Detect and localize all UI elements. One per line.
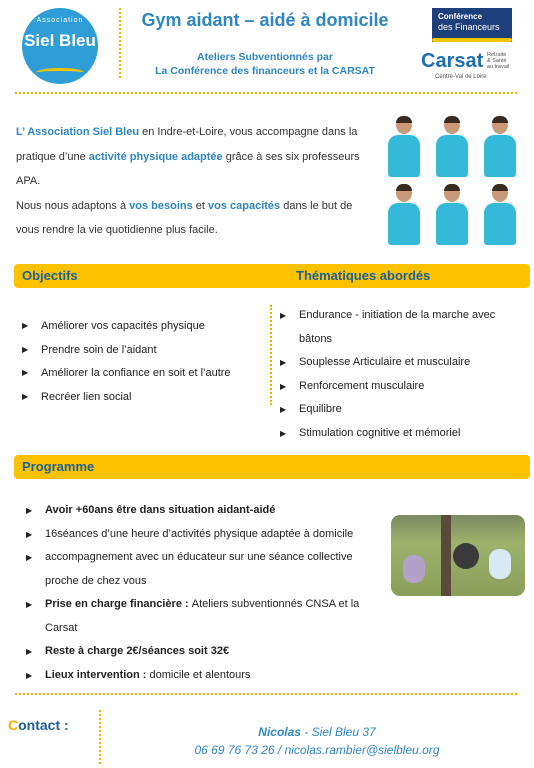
intro-org-name: L’ Association Siel Bleu xyxy=(16,126,140,138)
list-item xyxy=(26,664,382,688)
programme-heading: Programme xyxy=(22,459,95,474)
list-item: ▶ Equilibre xyxy=(280,398,520,422)
programme-item-6-value: domicile et alentours xyxy=(149,668,251,681)
footer-separator xyxy=(15,693,517,695)
footer-divider xyxy=(99,710,101,764)
conference-financeurs-logo xyxy=(432,8,512,42)
intro-text-1b: grâce à ses six professeurs APA. xyxy=(16,150,360,187)
programme-item-6-label: Lieux intervention : xyxy=(45,668,150,681)
list-item: ▶ Prendre soin de l’aidant xyxy=(22,341,272,365)
objectifs-thematiques-bar xyxy=(14,264,530,288)
carsat-region: Centre-Val de Loire xyxy=(435,74,487,80)
team-member-photo xyxy=(434,116,470,178)
column-divider xyxy=(270,305,272,405)
carsat-tagline-2: & Santé xyxy=(487,58,507,64)
intro-needs-highlight: vos besoins xyxy=(129,199,193,212)
list-item: ▶ Souplesse Articulaire et musculaire xyxy=(280,351,520,375)
intro-text-1a: en Indre-et-Loire, vous accompagne dans la pratique d’une xyxy=(16,126,358,163)
list-item: ▶ Renforcement musculaire xyxy=(280,375,520,399)
programme-item-5: Reste à charge 2€/séances soit 32€ xyxy=(45,645,230,657)
programme-item-2: 16séances d’une heure d’activités physique adaptée à domicile xyxy=(45,527,354,540)
team-member-photo xyxy=(386,116,422,178)
programme-item-4-value: Ateliers subventionnés CNSA et la Carsat xyxy=(45,598,360,634)
carsat-tagline-3: au travail xyxy=(487,64,510,70)
conference-logo-line-1: Conférence xyxy=(438,12,483,21)
list-item xyxy=(26,523,382,547)
page-title: Gym aidant – aidé à domicile xyxy=(141,10,389,30)
carsat-tagline xyxy=(487,52,509,70)
list-item xyxy=(26,499,382,523)
list-item: ▶ Recréer lien social xyxy=(22,388,272,412)
logo-association-text: Association xyxy=(36,17,84,24)
subtitle-line-1: Ateliers Subventionnés par xyxy=(197,51,333,63)
contact-label-initial: C xyxy=(8,717,19,733)
intro-text-2c: dans le but de vous rendre la vie quotidienne plus facile. xyxy=(16,199,353,236)
conference-logo-bar xyxy=(432,38,512,42)
activity-photo xyxy=(391,515,525,596)
siel-bleu-logo xyxy=(22,8,98,84)
intro-paragraph-2 xyxy=(16,194,376,243)
team-member-photo xyxy=(386,184,422,246)
objectifs-heading: Objectifs xyxy=(22,268,78,283)
contact-org: - Siel Bleu 37 xyxy=(300,725,376,739)
list-item: ▶ Endurance - initiation de la marche avec bâtons xyxy=(280,304,520,351)
contact-name-line xyxy=(120,725,514,739)
objectifs-list-container xyxy=(22,317,272,411)
carsat-name: Carsat xyxy=(421,50,484,72)
contact-phone-email[interactable]: 06 69 76 73 26 / nicolas.rambier@sielbleu.org xyxy=(194,743,440,757)
intro-capacities-highlight: vos capacités xyxy=(208,199,281,212)
list-item xyxy=(26,593,382,640)
intro-text xyxy=(16,120,376,243)
logo-swoosh xyxy=(36,68,84,77)
list-item: ▶ Améliorer la confiance en soit et l’autre xyxy=(22,364,272,388)
header-separator xyxy=(15,92,517,94)
list-item: ▶ Stimulation cognitive et mémoriel xyxy=(280,422,520,446)
contact-label-rest: ontact : xyxy=(18,717,69,733)
intro-text-2a: Nous nous adaptons à xyxy=(16,199,130,212)
thematiques-heading: Thématiques abordés xyxy=(296,268,431,283)
programme-list-container xyxy=(26,499,382,687)
carsat-tagline-1: Retraite xyxy=(487,52,507,58)
programme-list xyxy=(26,499,382,687)
programme-bar xyxy=(14,455,530,479)
programme-item-4-label: Prise en charge financière : xyxy=(45,598,192,610)
team-photo xyxy=(384,112,520,250)
objectifs-list xyxy=(22,317,272,411)
intro-paragraph-1 xyxy=(16,120,376,194)
thematiques-list xyxy=(280,304,520,445)
list-item xyxy=(26,546,382,593)
intro-text-2b: et xyxy=(192,199,209,212)
page-subtitle xyxy=(120,50,410,78)
logo-name: Siel Bleu xyxy=(24,31,96,50)
programme-item-1: Avoir +60ans être dans situation aidant-aidé xyxy=(45,504,276,516)
team-member-photo xyxy=(482,184,518,246)
contact-label xyxy=(8,717,69,733)
subtitle-line-2: La Conférence des financeurs et la CARSAT xyxy=(155,65,375,77)
contact-name: Nicolas xyxy=(258,725,301,739)
team-member-photo xyxy=(434,184,470,246)
intro-apa-highlight: activité physique adaptée xyxy=(88,150,223,163)
carsat-logo xyxy=(421,50,521,84)
list-item xyxy=(26,640,382,664)
conference-logo-line-2: des Financeurs xyxy=(438,22,500,32)
thematiques-list-container xyxy=(280,304,520,445)
team-member-photo xyxy=(482,116,518,178)
programme-item-3: accompagnement avec un éducateur sur une séance collective proche de chez vous xyxy=(45,551,353,587)
list-item: ▶ Améliorer vos capacités physique xyxy=(22,317,272,341)
